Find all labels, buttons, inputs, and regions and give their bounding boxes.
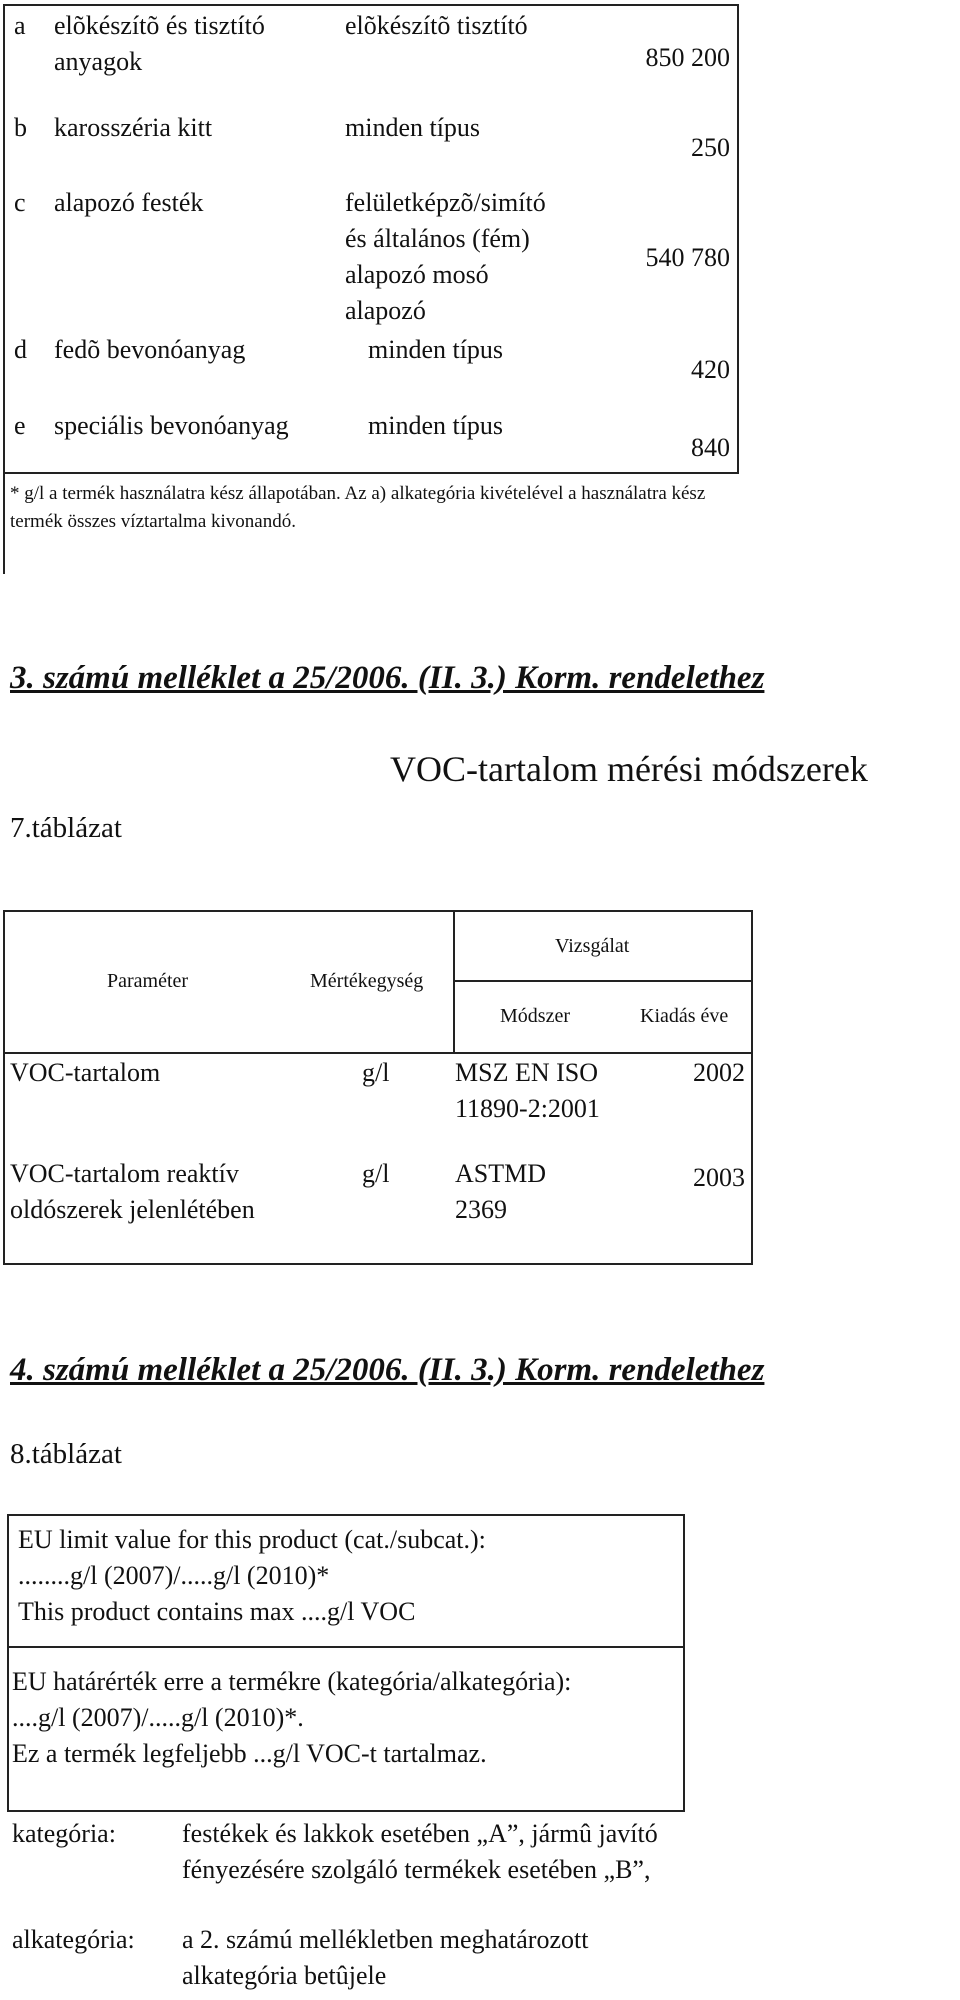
subheader-divider <box>453 980 753 982</box>
table-divider <box>7 1646 685 1648</box>
cell-unit: g/l <box>362 1058 390 1087</box>
row-value: 840 <box>691 433 730 462</box>
table-border-bottom <box>7 1810 685 1812</box>
header-unit: Mértékegység <box>310 970 424 992</box>
en-line-1: EU limit value for this product (cat./subcat.): <box>18 1525 486 1554</box>
cell-param: VOC-tartalom <box>10 1058 161 1087</box>
row-value: 850 200 <box>645 43 730 72</box>
table-border-top <box>3 910 753 912</box>
table-border-left <box>3 910 5 1265</box>
row-value: 250 <box>691 133 730 162</box>
table-footnote: * g/l a termék használatra kész állapotában. Az a) alkategória kivételével a használatra kész termék összes víztartalma kivonandó. <box>10 483 706 532</box>
header-divider <box>3 1052 753 1054</box>
cell-param: VOC-tartalom reaktív oldószerek jelenlétében <box>10 1159 255 1224</box>
table-border-top <box>7 1514 685 1516</box>
hu-line-3: Ez a termék legfeljebb ...g/l VOC-t tartalmaz. <box>12 1739 487 1768</box>
row-type: minden típus <box>368 335 504 364</box>
row-value: 540 780 <box>645 243 730 272</box>
cell-year: 2002 <box>693 1058 745 1087</box>
header-year: Kiadás éve <box>640 1005 729 1027</box>
row-value: 420 <box>691 355 730 384</box>
row-name: elõkészítõ és tisztító anyagok <box>54 11 265 76</box>
en-line-3: This product contains max ....g/l VOC <box>18 1597 416 1626</box>
cell-method: MSZ EN ISO 11890-2:2001 <box>455 1058 600 1123</box>
annex-4-heading: 4. számú melléklet a 25/2006. (II. 3.) Korm. rendelethez <box>10 1352 765 1388</box>
table-border-left <box>7 1514 9 1812</box>
definition-text: a 2. számú mellékletben meghatározott alkategória betûjele <box>182 1925 589 1990</box>
row-key: e <box>14 411 26 440</box>
definition-term: alkategória: <box>12 1925 135 1954</box>
table-border-right <box>683 1514 685 1812</box>
annex-3-heading: 3. számú melléklet a 25/2006. (II. 3.) Korm. rendelethez <box>10 660 765 696</box>
table-border-right <box>737 4 739 474</box>
row-key: b <box>14 113 27 142</box>
header-divider-vertical <box>453 910 455 1054</box>
header-method: Módszer <box>500 1005 570 1027</box>
section-title: VOC-tartalom mérési módszerek <box>390 749 868 789</box>
header-param: Paraméter <box>107 970 189 992</box>
header-test: Vizsgálat <box>555 935 630 957</box>
row-type: minden típus <box>345 113 481 142</box>
hu-line-1: EU határérték erre a termékre (kategória/alkategória): <box>12 1667 572 1696</box>
table-label: 7.táblázat <box>10 812 122 844</box>
table-border-bottom <box>3 1263 753 1265</box>
row-name: karosszéria kitt <box>54 113 213 142</box>
row-key: c <box>14 188 26 217</box>
row-name: speciális bevonóanyag <box>54 411 289 440</box>
row-name: fedõ bevonóanyag <box>54 335 246 364</box>
row-type: felületképzõ/simító és általános (fém) alapozó mosó alapozó <box>345 188 546 325</box>
row-key: a <box>14 11 26 40</box>
cell-unit: g/l <box>362 1159 390 1188</box>
en-line-2: ........g/l (2007)/.....g/l (2010)* <box>18 1561 330 1590</box>
table-border-right <box>751 910 753 1265</box>
table-border-top <box>3 4 739 6</box>
definition-text: festékek és lakkok esetében „A”, jármû javító fényezésére szolgáló termékek esetében „B”, <box>182 1819 658 1884</box>
table-border-bottom <box>3 472 739 474</box>
row-key: d <box>14 335 27 364</box>
cell-year: 2003 <box>693 1163 745 1192</box>
definition-term: kategória: <box>12 1819 116 1848</box>
row-type: minden típus <box>368 411 504 440</box>
table-label: 8.táblázat <box>10 1438 122 1470</box>
hu-line-2: ....g/l (2007)/.....g/l (2010)*. <box>12 1703 304 1732</box>
row-name: alapozó festék <box>54 188 204 217</box>
table-border-left <box>3 4 5 574</box>
row-type: elõkészítõ tisztító <box>345 11 528 40</box>
cell-method: ASTMD 2369 <box>455 1159 547 1224</box>
